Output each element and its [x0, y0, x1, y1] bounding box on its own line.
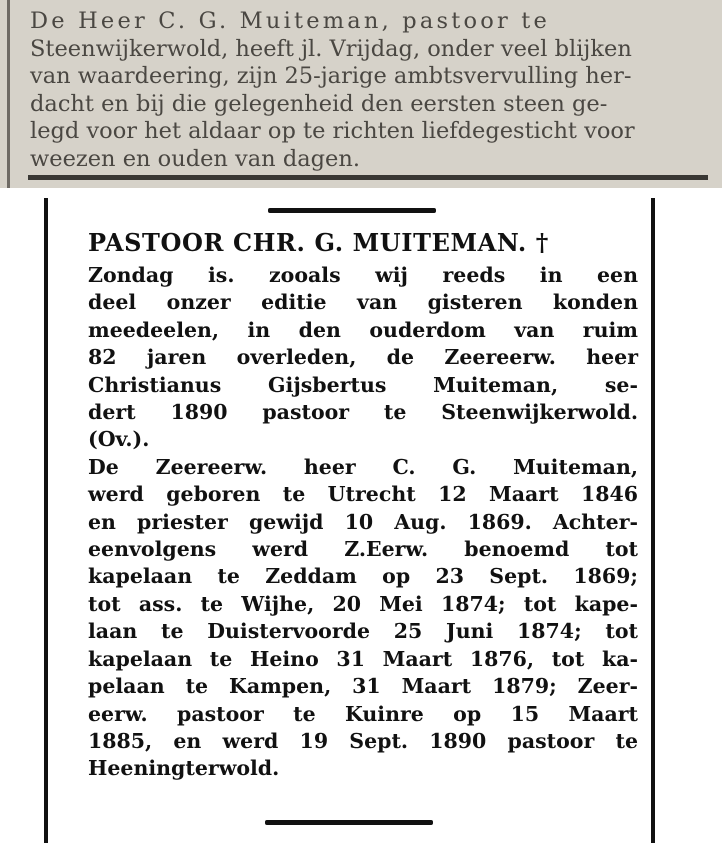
- body-line: meedeelen, in den ouderdom van ruim: [88, 317, 638, 342]
- obituary-clipping: [0, 198, 722, 843]
- clipping-line: Steenwijkerwold, heeft jl. Vrijdag, onder veel blijken: [30, 35, 632, 62]
- body-line: deel onzer editie van gisteren konden: [88, 290, 638, 315]
- clipping-line: legd voor het aldaar op te richten liefdegesticht voor: [30, 118, 635, 144]
- clipping-gap: [0, 188, 722, 198]
- body-line: eenvolgens werd Z.Eerw. benoemd tot: [88, 537, 638, 562]
- body-line: en priester gewijd 10 Aug. 1869. Achter-: [88, 509, 638, 534]
- clipping-line: van waardeering, zijn 25-jarige ambtsvervulling her-: [30, 63, 632, 89]
- body-line: pelaan te Kampen, 31 Maart 1879; Zeer-: [88, 674, 638, 699]
- ornament-rule-bottom: [265, 820, 433, 825]
- obituary-body: [88, 262, 638, 783]
- clipping-line: dacht en bij die gelegenheid den eersten steen ge-: [30, 90, 608, 117]
- body-line: laan te Duistervoorde 25 Juni 1874; tot: [88, 619, 638, 644]
- clipping-border-line: [7, 0, 10, 188]
- body-line: kapelaan te Zeddam op 23 Sept. 1869;: [88, 564, 638, 589]
- body-line: (Ov.).: [88, 427, 150, 452]
- column-border-right: [651, 198, 655, 843]
- obituary-heading: PASTOOR CHR. G. MUITEMAN. †: [88, 228, 549, 257]
- clipping-line: De Heer C. G. Muiteman, pastoor te: [30, 8, 551, 34]
- body-line: Heeningterwold.: [88, 756, 280, 781]
- body-line: 1885, en werd 19 Sept. 1890 pastoor te: [88, 728, 638, 753]
- clipping-line: weezen en ouden van dagen.: [30, 145, 361, 172]
- body-line: Christianus Gijsbertus Muiteman, se-: [88, 372, 638, 397]
- body-line: De Zeereerw. heer C. G. Muiteman,: [88, 454, 638, 479]
- body-line: Zondag is. zooals wij reeds in een: [88, 263, 638, 287]
- body-line: tot ass. te Wijhe, 20 Mei 1874; tot kape-: [88, 591, 638, 616]
- ornament-rule-top: [268, 208, 436, 213]
- top-newspaper-clipping: [0, 0, 722, 188]
- body-line: werd geboren te Utrecht 12 Maart 1846: [88, 482, 638, 507]
- column-border-left: [44, 198, 48, 843]
- body-line: eerw. pastoor te Kuinre op 15 Maart: [88, 701, 638, 726]
- clipping-divider-rule: [28, 175, 708, 180]
- clipping-text-block: [30, 8, 710, 173]
- body-line: dert 1890 pastoor te Steenwijkerwold.: [88, 400, 638, 425]
- body-line: 82 jaren overleden, de Zeereerw. heer: [88, 345, 638, 370]
- body-line: kapelaan te Heino 31 Maart 1876, tot ka-: [88, 646, 638, 671]
